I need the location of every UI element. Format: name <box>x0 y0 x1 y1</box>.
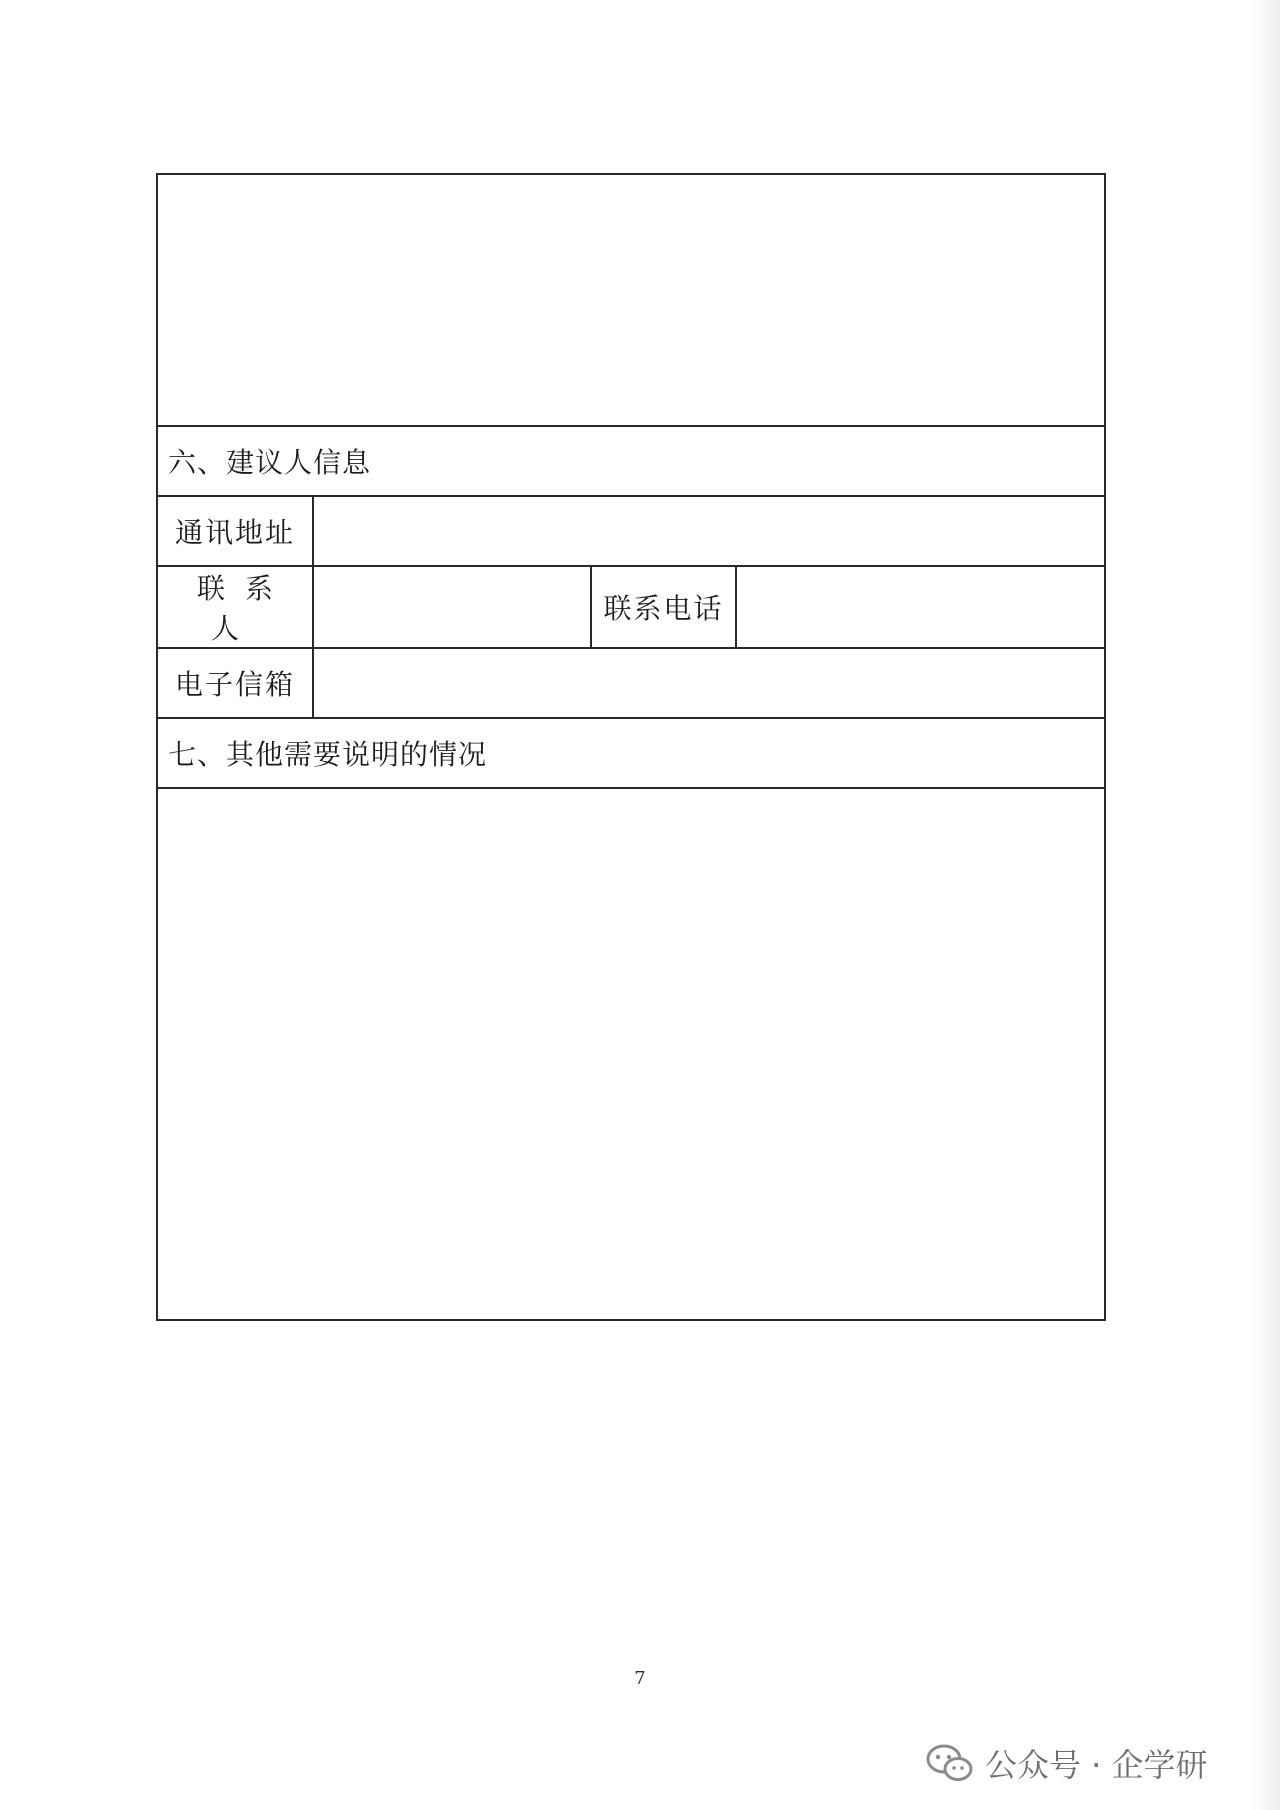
previous-section-blank-area <box>157 174 1105 426</box>
email-value-cell[interactable] <box>313 648 1105 718</box>
other-notes-row <box>157 788 1105 1320</box>
section-six-header <box>157 426 1105 496</box>
scan-edge <box>1250 0 1280 1810</box>
contact-label: 联系人 <box>157 566 313 648</box>
form-table <box>156 173 1106 1321</box>
address-value-cell[interactable] <box>313 496 1105 566</box>
page-number: 7 <box>634 1668 646 1689</box>
section-six-title: 六、建议人信息 <box>157 426 1105 496</box>
phone-value-cell[interactable] <box>736 566 1105 648</box>
address-row <box>157 496 1105 566</box>
address-label: 通讯地址 <box>157 496 313 566</box>
email-label: 电子信箱 <box>157 648 313 718</box>
phone-label: 联系电话 <box>591 566 736 648</box>
contact-value-cell[interactable] <box>313 566 591 648</box>
other-notes-blank-area[interactable] <box>157 788 1105 1320</box>
watermark <box>925 1740 1208 1786</box>
wechat-icon <box>925 1743 975 1783</box>
contact-row <box>157 566 1105 648</box>
section-seven-header <box>157 718 1105 788</box>
watermark-text: 公众号 · 企学研 <box>985 1746 1208 1784</box>
section-seven-title: 七、其他需要说明的情况 <box>157 718 1105 788</box>
blank-continuation-row <box>157 174 1105 426</box>
email-row <box>157 648 1105 718</box>
